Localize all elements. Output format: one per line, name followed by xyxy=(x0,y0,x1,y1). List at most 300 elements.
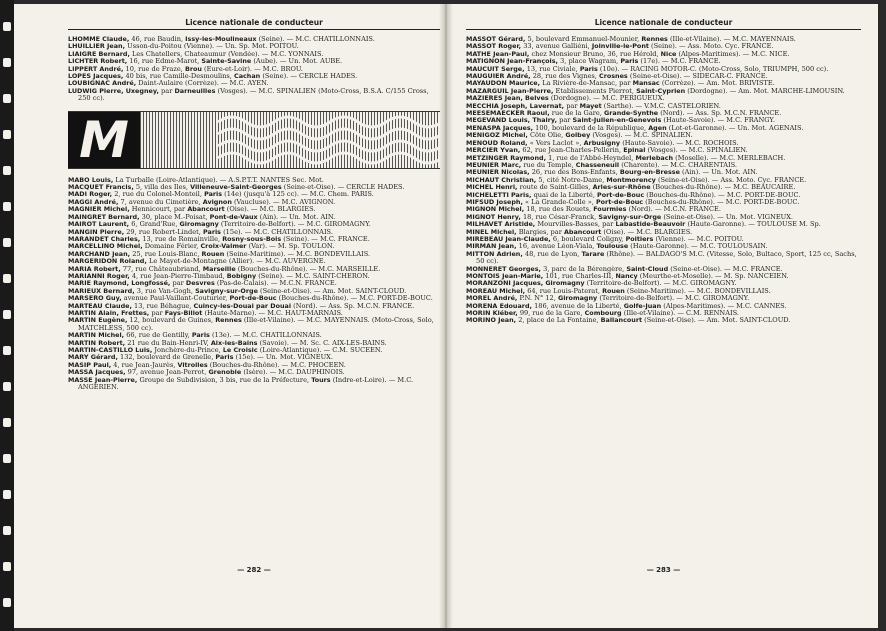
entry-detail: (Territoire-de-Belfort). — M.C. GIROMAGNY. xyxy=(586,279,737,288)
entry-city: Cuincy-les-Douai par Douai xyxy=(193,301,292,310)
entry-detail: (Bouches-du-Rhône). — M.C. BEAUCAIRE. xyxy=(652,183,796,192)
entry-detail: (15e). — M.C. CHATILLONNAIS. xyxy=(223,227,333,236)
entry-city: Le Croisic xyxy=(222,346,258,354)
entry-name: MONNERET Georges, xyxy=(466,264,541,273)
entry-address: par xyxy=(151,308,163,317)
entry-address: 26, rue des Bons-Enfants, xyxy=(531,168,618,177)
entry-city: Aix-les-Bains xyxy=(210,338,258,347)
entry-detail: (Bouches-du-Rhône). — M.C. MARSEILLE. xyxy=(237,264,381,273)
entry-city: Avignon xyxy=(202,197,232,206)
entry-city: Sainte-Savine xyxy=(201,57,252,66)
entry-address: 18, rue des Rouets, xyxy=(526,205,592,214)
entry-address: 99, rue de la Gare, xyxy=(519,309,583,318)
binder-hole xyxy=(3,526,11,535)
binder-hole xyxy=(3,202,11,211)
entry-name: MORIN Kléber, xyxy=(466,309,518,318)
binder-hole xyxy=(3,58,11,67)
entry-name: MASSE Jean-Pierre, xyxy=(68,375,138,384)
binder-hole xyxy=(3,238,11,247)
entry-address: rue du Temple, xyxy=(523,160,574,169)
directory-entry xyxy=(68,88,440,103)
entry-city: Abancourt xyxy=(187,205,225,214)
entry-city: Savigny-sur-Orge xyxy=(195,286,258,295)
entry-detail: (Bouches-du-Rhône). — M.C. PORT-DE-BOUC. xyxy=(645,197,800,206)
entry-detail: (Ille-et-Vilaine). — M.C. MAYENNAIS. (Moto-Cross, Solo, MATCHLESS, 500 cc). xyxy=(78,316,434,332)
entry-detail: (Haute-Garonne). — M.C. TOULOUSAIN. xyxy=(630,242,768,251)
entry-detail: (Savoie). — M. Sc. C. AIX-LES-BAINS. xyxy=(259,338,387,347)
entry-address: 18, rue César-Franck, xyxy=(522,212,597,221)
entry-name: MICHELETTI Paris, xyxy=(466,190,532,199)
entry-city: Arbusigny xyxy=(583,138,621,147)
entry-city: Paris xyxy=(191,331,210,340)
entry-name: LIAIGRE Bernard, xyxy=(68,49,130,58)
entry-address: 48, rue de Lyon, xyxy=(524,249,580,258)
entry-detail: (Haute-Savoie). — M.C. FRANGY. xyxy=(663,116,775,125)
entry-city: Golbey xyxy=(565,131,591,140)
entry-name: LHOMME Claude, xyxy=(68,35,130,43)
entry-detail: (Ille-et-Vilaine). — C.M. RENNAIS. xyxy=(623,309,739,318)
entry-city: Port-de-Bouc xyxy=(597,190,645,199)
entry-detail: (Indre-et-Loire). — M.C. ANGERIEN. xyxy=(78,375,414,392)
binder-hole xyxy=(3,310,11,319)
entry-address: rue de la Gare, xyxy=(551,109,602,118)
entry-address: par xyxy=(559,116,571,125)
entry-address: Côte Olie, xyxy=(529,131,564,140)
entry-detail: (Territoire-de-Belfort). — M.C. GIROMAGNY. xyxy=(599,294,750,303)
entry-address: Daint-Aulaire xyxy=(138,79,183,88)
entry-name: MECCHIA Joseph, Lavernat, xyxy=(466,101,565,110)
entry-name: MICHAUT Christian, xyxy=(466,175,537,184)
entry-city: Mayet xyxy=(579,101,602,110)
entry-city: Fourmies xyxy=(593,205,627,214)
entry-address: 29, rue Robert-Lindet, xyxy=(126,227,201,236)
entry-detail: (Territoire-de-Belfort). — M.C. GIROMAGNY. xyxy=(220,220,371,229)
entry-address: par xyxy=(566,101,578,110)
entry-address: 5, villa des Iles, xyxy=(135,183,189,192)
entry-name: MAGGI André, xyxy=(68,197,119,206)
entry-city: Croix-Valmer xyxy=(200,242,247,251)
entry-city: Golfe-Juan xyxy=(623,301,662,310)
entry-name: MARIEUX Bernard, xyxy=(68,286,135,295)
book-spread xyxy=(14,4,878,628)
entry-address: 2, place de La Fontaine, xyxy=(518,316,599,325)
entry-city: Fays-Billot xyxy=(164,308,203,317)
entry-city: Port-de-Bouc xyxy=(229,294,277,303)
entry-name: MANGIN Pierre, xyxy=(68,227,125,236)
entry-address: 1, rue de l'Abbé-Heyndel, xyxy=(548,153,634,162)
entry-detail: (14e) (jusqu'à 125 cc). — M.C. Chem. PARIS. xyxy=(224,190,374,199)
page-number: — 283 — xyxy=(646,566,681,574)
entry-address: La Rivière-de-Mansac, par xyxy=(542,79,631,88)
entry-name: MARTIN Alain, Frettes, xyxy=(68,308,150,317)
entry-name: MEGEVAND Louis, Thairy, xyxy=(466,116,557,125)
entry-city: Arles-sur-Rhône xyxy=(592,183,651,192)
entry-address: quai de la Liberté, xyxy=(533,190,595,199)
entry-city: Ballancourt xyxy=(600,316,643,325)
entry-name: MARY Gérard, xyxy=(68,353,118,362)
entry-address: 46, rue Baudin, xyxy=(131,35,184,43)
entry-address: Etablissements Pierrot, xyxy=(555,86,635,95)
entry-detail: (Seine-et-Oise). — Un. Mot. VIGNEUX. xyxy=(663,212,793,221)
entry-detail: (Vienne). — M.C. POITOU. xyxy=(655,234,744,243)
entry-city: Paris xyxy=(204,190,223,199)
entry-address: 66, rue de Gentilly, xyxy=(126,331,190,340)
entry-address: 40 bis, rue Camille-Desmoulins, xyxy=(125,72,232,81)
entry-city: Giromagny xyxy=(557,294,598,303)
entry-city: Montmorency xyxy=(606,175,656,184)
entry-detail: (Seine). — M.C. SAINT-CHERON. xyxy=(258,271,370,280)
entry-name: MACQUET Francis, xyxy=(68,183,134,192)
entry-detail: (Haute-Savoie). — M.C. ROCHOIS. xyxy=(622,138,739,147)
entry-name: MASIP Paul, xyxy=(68,360,112,369)
entry-city: Giromagny xyxy=(179,220,219,229)
entry-detail: (Seine-et-Oise). — Ass. Moto. Cyc. FRANCE. xyxy=(657,175,807,184)
entry-address: 30, place M.-Poisat, xyxy=(141,212,208,221)
entry-address: 7, avenue du Cimetière, xyxy=(120,197,201,206)
entry-detail: (Pas-de-Calais). — M.C.N. FRANCE. xyxy=(216,279,337,288)
entry-city: Chasseneuil xyxy=(575,160,620,169)
entry-address: Le Mayet-de-Montagne (Allier). — M.C. AUVERGNE. xyxy=(148,257,326,266)
entry-city: Grenoble xyxy=(208,368,242,377)
binder-hole xyxy=(3,130,11,139)
entry-detail: (Aube). — Un. Mot. AUBE. xyxy=(253,57,343,66)
entry-name: MAUGUIER André, xyxy=(466,72,531,81)
binder-hole xyxy=(3,454,11,463)
entry-city: Paris xyxy=(203,227,221,236)
entry-address: 62, rue Jean-Charles-Pellerin, xyxy=(522,146,622,155)
entry-detail: (Moselle). — M.C. MERLEBACH. xyxy=(675,153,786,162)
entry-city: Rennes xyxy=(641,35,668,43)
entry-name: LUDWIG Pierre, Uxegney, xyxy=(68,86,159,95)
entry-city: Agen xyxy=(648,123,667,132)
binder-hole xyxy=(3,166,11,175)
entry-detail: (Seine-et-Oise). — Am. Mot. SAINT-CLOUD. xyxy=(644,316,791,325)
entry-detail: (Lot-et-Garonne). — Un. Mot. AGENAIS. xyxy=(668,123,804,132)
entry-list xyxy=(466,36,861,325)
entry-detail: (Nord). — M.C.N. FRANCE. xyxy=(628,205,721,214)
entry-address: 2, rue du Colonel-Monteil, xyxy=(114,190,202,199)
entry-detail: (Oise). — M.C. BLARGIES. xyxy=(603,227,693,236)
entry-address: 101, rue Charles-III, xyxy=(545,272,614,280)
entry-city: Paris xyxy=(620,57,639,66)
entry-city: Rouen xyxy=(201,249,225,258)
entry-city: Paris xyxy=(579,64,598,73)
entry-detail: (Var). — M. Sp. TOULON. xyxy=(248,242,335,251)
entry-address: 13, rue de Romainville, xyxy=(142,234,221,243)
entry-name: LOUBIGNAC André, xyxy=(68,79,137,88)
entry-list xyxy=(68,177,440,392)
entry-city: Combourg xyxy=(584,309,622,318)
binder-hole xyxy=(3,274,11,283)
entry-name: MEUNIER Marc, xyxy=(466,160,522,169)
entry-detail: (Bouches-du-Rhône). — M.C. PORT-DE-BOUC. xyxy=(278,294,433,303)
entry-city: Giromagny xyxy=(545,279,585,288)
entry-name: MATHE Jean-Paul, xyxy=(466,49,530,58)
entry-detail: (Rhône). — BALDAGO'S M.C. (Vitesse, Solo, Bultaco, Sport, 125 cc, Sachs, 50 cc). xyxy=(476,249,857,266)
entry-city: Crosnes xyxy=(599,72,628,81)
entry-city: Paris xyxy=(215,353,234,362)
entry-name: LHUILLIER Jean, xyxy=(68,42,126,51)
entry-name: MINEL Michel, xyxy=(466,227,517,236)
entry-city: Villeneuve-Saint-Georges xyxy=(190,183,282,192)
entry-city: Rosny-sous-Bois xyxy=(222,234,282,243)
entry-detail: (Haute-Garonne). — TOULOUSE M. Sp. xyxy=(687,220,821,229)
entry-address: Les Chatellers, Chateaumur (Vendée). — M.C. YONNAIS. xyxy=(132,49,324,58)
entry-address: P.N. N° 12, xyxy=(519,294,556,303)
entry-name: MARTIN-CASTILLO Luis, xyxy=(68,346,153,354)
entry-detail: (Haute-Marne). — M.C. HAUT-MARNAIS. xyxy=(204,308,343,317)
entry-name: MOREL André, xyxy=(466,294,518,303)
running-header: Licence nationale de conducteur xyxy=(466,18,861,30)
entry-detail: (Eure-et-Loir). — M.C. BROU. xyxy=(204,64,303,73)
banner-letter: M xyxy=(68,112,140,168)
entry-detail: (Seine-Maritime). — M.C. BONDEVILLAIS. xyxy=(226,249,371,258)
entry-address: 13, rue Civiale, xyxy=(526,64,578,73)
entry-name: MORINO Jean, xyxy=(466,316,517,325)
entry-address: 12, boulevard de Guines, xyxy=(129,316,214,325)
entry-city: Marseille xyxy=(202,264,236,273)
entry-city: Vitrolles xyxy=(177,360,208,369)
entry-name: MIFSUD Joseph, xyxy=(466,197,523,206)
directory-entry xyxy=(68,377,440,392)
entry-city: Tours xyxy=(311,375,331,384)
entry-detail: (Ain). — Un. Mot. AIN. xyxy=(259,212,336,221)
entry-address: La Turballe (Loire-Atlantique). — A.S.P.T.T. NANTES Sec. Mot. xyxy=(115,175,324,184)
entry-detail: (Seine). — M.C. CHATILLONNAIS. xyxy=(258,35,375,43)
entry-detail: (Alpes-Maritimes). — M.C. CANNES. xyxy=(663,301,787,310)
entry-city: Labastide-Beauvoir xyxy=(615,220,686,229)
entry-detail: (Seine). — M.C. FRANCE. xyxy=(283,234,370,243)
entry-detail: (Isère). — M.C. DAUPHINOIS. xyxy=(243,368,345,377)
entry-address: 3, parc de la Bérengère, xyxy=(543,264,625,273)
entry-name: MICHEL Henri, xyxy=(466,183,518,192)
entry-city: Saint-Julien-en-Genevois xyxy=(572,116,662,125)
binder-hole xyxy=(3,382,11,391)
entry-address: 16, rue Edme-Marot, xyxy=(129,57,200,66)
entry-detail: (Meurthe-et-Moselle). — M. Sp. NANCEIEN. xyxy=(639,272,789,280)
entry-address: chez Monsieur Bruno, 36, rue Hérold, xyxy=(531,49,659,58)
entry-name: MAUCUIT Serge, xyxy=(466,64,525,73)
directory-entry xyxy=(68,317,440,332)
entry-city: Nancy xyxy=(615,272,638,280)
entry-name: MARCELLINO Michel, xyxy=(68,242,143,251)
entry-address: par xyxy=(161,86,173,95)
entry-name: MARIA Robert, xyxy=(68,264,121,273)
entry-city: Tarare xyxy=(581,249,605,258)
entry-city: Brou xyxy=(184,64,202,73)
entry-name: MATIGNON Jean-François, xyxy=(466,57,558,66)
entry-name: MASSOT Gérard, xyxy=(466,35,526,43)
entry-city: Toulouse xyxy=(596,242,629,251)
entry-address: 3, rue Van-Gogh, xyxy=(136,286,193,295)
entry-name: MENASPA Jacques, xyxy=(466,123,534,132)
entry-name: MARTIN Robert, xyxy=(68,338,126,347)
entry-name: MABO Louis, xyxy=(68,175,114,184)
entry-name: MARIE Raymond, Longfossé, xyxy=(68,279,171,288)
binder-hole xyxy=(3,346,11,355)
entry-detail: (Corrèze). — Am. Mot. BRIVISTE. xyxy=(661,79,775,88)
entry-address: 186, avenue de la Liberté, xyxy=(534,301,622,310)
entry-name: MAIROT Laurent, xyxy=(68,220,130,229)
entry-city: Darneuilles xyxy=(174,86,216,95)
entry-address: 6, boulevard Coligny, xyxy=(552,234,624,243)
entry-detail: (Seine-Maritime). — M.C. BONDEVILLAIS. xyxy=(626,286,771,295)
entry-name: MIGNOT Henry, xyxy=(466,212,521,221)
entry-address: 4, rue Jean-Jaurès, xyxy=(113,360,176,369)
binding-strip xyxy=(0,0,14,631)
entry-name: MARGERIDON Roland, xyxy=(68,257,147,266)
page-number: — 282 — xyxy=(237,566,271,574)
entry-address: 33, avenue Galliéni, xyxy=(523,42,590,51)
entry-name: MERCIER Yvan, xyxy=(466,146,521,155)
entry-city: Issy-les-Moulineaux xyxy=(185,35,257,43)
entry-name: MARIANNI Roger, xyxy=(68,271,130,280)
entry-address: 16, avenue Léon-Viala, xyxy=(518,242,595,251)
entry-address: Hennicourt, par xyxy=(131,205,186,214)
entry-detail: (13e). — M.C. CHATILLONNAIS. xyxy=(211,331,322,340)
directory-entry xyxy=(466,317,861,324)
entry-city: Saint-Cloud xyxy=(626,264,669,273)
entry-address: 21 rue du Bain-Henri-IV, xyxy=(127,338,209,347)
entry-address: Mourvilles-Basses, par xyxy=(537,220,614,229)
entry-name: MAZIERES Jean, Belves xyxy=(466,94,549,103)
entry-name: MORANZONI Jacques, xyxy=(466,279,544,288)
entry-address: Groupe de Subdivision, 3 bis, rue de la Préfecture, xyxy=(139,375,310,384)
entry-city: Grande-Synthe xyxy=(604,109,659,118)
entry-name: MEUNIER Nicolas, xyxy=(466,168,530,177)
entry-city: Merlebach xyxy=(635,153,674,162)
entry-detail: (Sarthe). — V.M.C. CASTELORIEN. xyxy=(603,101,721,110)
entry-address: 132, boulevard de Grenelle, xyxy=(120,353,214,362)
entry-name: MAINGRET Bernard, xyxy=(68,212,140,221)
running-header: Licence nationale de conducteur xyxy=(68,18,440,30)
entry-address: 5, cité Notre-Dame, xyxy=(538,175,605,184)
entry-detail: (Vosges). — M.C. SPINALIEN (Moto-Cross, B.S.A. C/155 Cross, 250 cc). xyxy=(78,86,429,103)
entry-name: MADI Roger, xyxy=(68,190,113,199)
entry-name: MENIGOZ Michel, xyxy=(466,131,528,140)
entry-detail: (Seine-et-Oise). — SIDECAR-C. FRANCE. xyxy=(629,72,768,81)
entry-name: METZINGER Raymond, xyxy=(466,153,547,162)
entry-city: Desvres xyxy=(185,279,215,288)
entry-address: 4, rue Jean-Pierre-Timbaud, xyxy=(131,271,225,280)
entry-city: Nice xyxy=(660,49,677,58)
entry-name: MAZARGUIL Jean-Pierre, xyxy=(466,86,554,95)
entry-detail: (Ille-et-Vilaine). — M.C. MAYENNAIS. xyxy=(669,35,796,43)
entry-detail: (Vosges). — M.C. SPINALIEN. xyxy=(592,131,693,140)
entry-city: Bobigny xyxy=(226,271,257,280)
entry-city: Rennes xyxy=(215,316,242,325)
entry-address: 100, boulevard de la République, xyxy=(535,123,647,132)
binder-hole xyxy=(3,562,11,571)
entry-detail: (10e). — RACING MOTOR-C. (Moto-Cross, Solo, TRIUMPH, 500 cc). xyxy=(599,64,829,73)
entry-name: LOPES Jacques, xyxy=(68,72,124,81)
entry-detail: (Vosges). — M.C. SPINALIEN. xyxy=(647,146,748,155)
entry-detail: (Oise). — M.C. BLARGIES. xyxy=(226,205,316,214)
entry-name: MARANDET Charles, xyxy=(68,234,141,243)
entry-name: LICHTER Robert, xyxy=(68,57,128,66)
entry-city: Mansac xyxy=(632,79,660,88)
entry-address: 97, avenue Jean-Perrot, xyxy=(127,368,207,377)
binder-hole xyxy=(3,418,11,427)
entry-address: 64, rue Louis-Paterat, xyxy=(527,286,600,295)
entry-address: 6, Grand'Rue, xyxy=(131,220,178,229)
entry-detail: (Nord). — Ass. Sp. M.C.N. FRANCE. xyxy=(293,301,415,310)
entry-address: Domaine Férier, xyxy=(144,242,199,251)
entry-name: MAGNIER Michel, xyxy=(68,205,130,214)
entry-detail: (Bouches-du-Rhône). — M.C. PORT-DE-BOUC. xyxy=(646,190,801,199)
entry-detail: (Seine-et-Oise). — Am. Mot. SAINT-CLOUD. xyxy=(260,286,407,295)
entry-address: 3, place Wagram, xyxy=(560,57,619,66)
entry-name: MITTON Adrien, xyxy=(466,249,523,258)
entry-detail: (Nord). — Ass. Sp. M.C.N. FRANCE. xyxy=(660,109,782,118)
entry-name: MASSA Jacques, xyxy=(68,368,126,377)
entry-name: MORENA Edouard, xyxy=(466,301,532,310)
directory-entry xyxy=(466,251,861,266)
entry-name: MIGNON Michel, xyxy=(466,205,525,214)
entry-detail: (Seine-et-Oise). — M.C. FRANCE. xyxy=(670,264,783,273)
entry-city: Poitiers xyxy=(625,234,654,243)
binder-hole xyxy=(3,490,11,499)
entry-detail: (Seine). — Ass. Moto. Cyc. FRANCE. xyxy=(651,42,774,51)
page-gutter xyxy=(439,4,453,628)
entry-name: LIPPERT André, xyxy=(68,64,124,73)
entry-name: MARSERO Guy, xyxy=(68,294,122,303)
entry-detail: (17e). — M.C. FRANCE. xyxy=(640,57,721,66)
entry-detail: (Seine). — CERCLE HADES. xyxy=(262,72,358,81)
binder-hole xyxy=(3,22,11,31)
entry-address: Usson-du-Poitou (Vienne). — Un. Sp. Mot. POITOU. xyxy=(127,42,299,51)
entry-address: « La Grande-Colle », xyxy=(525,197,594,206)
entry-detail: (Alpes-Maritimes). — M.C. NICE. xyxy=(678,49,790,58)
entry-name: MARCHAND Jean, xyxy=(68,249,131,258)
right-page xyxy=(466,4,861,628)
entry-city: Epinal xyxy=(623,146,646,155)
entry-address: par xyxy=(172,279,184,288)
entry-name: MIREBEAU Jean-Claude, xyxy=(466,234,551,243)
left-page xyxy=(68,4,440,628)
entry-city: Port-de-Bouc xyxy=(595,197,644,206)
entry-list-top xyxy=(68,36,440,103)
entry-address: 77, rue Châteaubriand, xyxy=(122,264,201,273)
entry-name: MONTOIS Jean-Marie, xyxy=(466,272,544,280)
entry-name: MEESEMAECKER Raoul, xyxy=(466,109,550,118)
entry-city: Cachan xyxy=(234,72,261,81)
entry-detail: (Ain). — Un. Mot. AIN. xyxy=(682,168,758,177)
entry-name: MIRMAN Jean, xyxy=(466,242,517,251)
entry-name: MASSOT Roger, xyxy=(466,42,522,51)
entry-city: Rouen xyxy=(602,286,625,295)
entry-city: Savigny-sur-Orge xyxy=(598,212,662,221)
wave-pattern xyxy=(218,112,440,168)
entry-detail: (Dordogne). — Am. Mot. MARCHE-LIMOUSIN. xyxy=(687,86,845,95)
entry-detail: (Loire-Atlantique). — C.M. SUCEEN. xyxy=(259,346,383,354)
entry-address: 13, rue Béhague, xyxy=(134,301,192,310)
entry-address: 25, rue Louis-Blanc, xyxy=(132,249,200,258)
letter-banner xyxy=(68,111,440,169)
entry-address: 10, rue de Fraze, xyxy=(125,64,183,73)
entry-city: Pont-de-Vaux xyxy=(209,212,258,221)
entry-address: Jonchère-du-Prince, xyxy=(154,346,221,354)
entry-address: 28, rue des Vignes, xyxy=(532,72,597,81)
entry-name: MARTIN Michel, xyxy=(68,331,125,340)
entry-address: (Dordogne). — M.C. PERIGUEUX. xyxy=(550,94,665,103)
binder-hole xyxy=(3,598,11,607)
entry-address: Blargies, par xyxy=(518,227,562,236)
entry-detail: (Corrèze). — M.C. AYEN. xyxy=(185,79,269,88)
entry-name: MOREAU Michel, xyxy=(466,286,526,295)
entry-name: MENOUD Roland, xyxy=(466,138,528,147)
entry-address: 5, boulevard Emmanuel-Mounier, xyxy=(527,35,640,43)
